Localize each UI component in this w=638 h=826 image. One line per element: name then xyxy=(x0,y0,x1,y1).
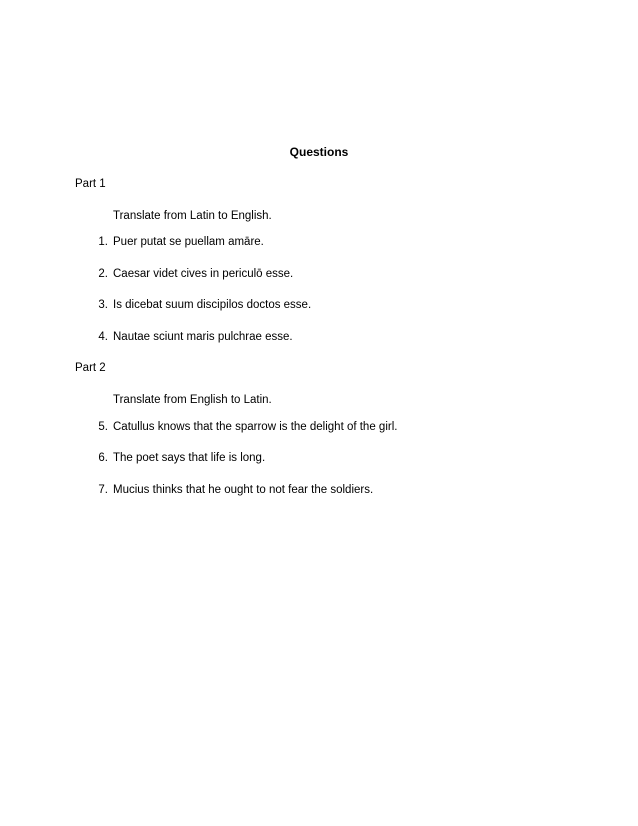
question-text: Caesar videt cives in periculō esse. xyxy=(113,268,294,280)
page-title: Questions xyxy=(289,145,349,159)
question-number: 3. xyxy=(98,299,108,311)
question-text: Mucius thinks that he ought to not fear the soldiers. xyxy=(113,484,374,496)
part-1-heading: Part 1 xyxy=(75,178,106,190)
question-number: 6. xyxy=(98,452,108,464)
part-2-instruction: Translate from English to Latin. xyxy=(113,394,272,406)
part-2-heading: Part 2 xyxy=(75,362,106,374)
question-text: Catullus knows that the sparrow is the delight of the girl. xyxy=(113,421,398,433)
question-number: 4. xyxy=(98,331,108,343)
question-text: Is dicebat suum discipilos doctos esse. xyxy=(113,299,312,311)
question-text: The poet says that life is long. xyxy=(113,452,266,464)
question-number: 7. xyxy=(98,484,108,496)
question-number: 5. xyxy=(98,421,108,433)
part-1-instruction: Translate from Latin to English. xyxy=(113,210,272,222)
question-number: 2. xyxy=(98,268,108,280)
question-text: Nautae sciunt maris pulchrae esse. xyxy=(113,331,293,343)
question-number: 1. xyxy=(98,236,108,248)
question-text: Puer putat se puellam amāre. xyxy=(113,236,264,248)
